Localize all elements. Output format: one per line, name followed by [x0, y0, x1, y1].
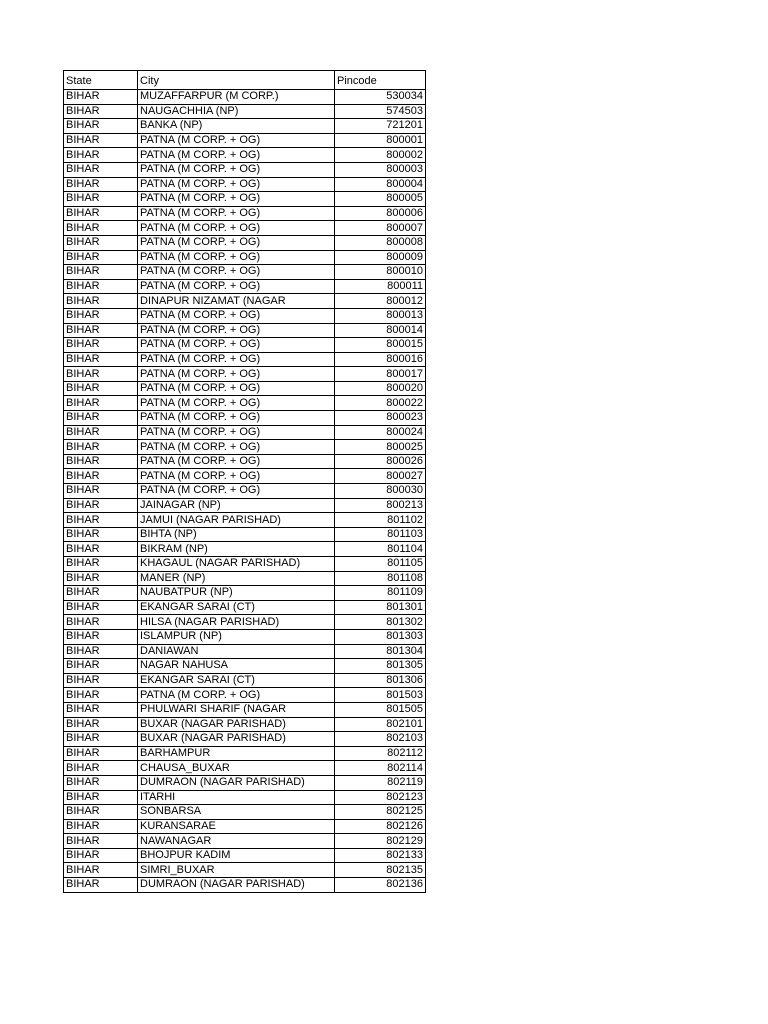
- cell-pincode: 802135: [335, 863, 426, 878]
- table-row: [64, 469, 426, 484]
- header-state: State: [64, 71, 138, 90]
- cell-state: BIHAR: [64, 177, 138, 192]
- cell-state: BIHAR: [64, 746, 138, 761]
- cell-pincode: 801304: [335, 644, 426, 659]
- cell-pincode: 801109: [335, 586, 426, 601]
- cell-pincode: 800024: [335, 425, 426, 440]
- table-row: [64, 498, 426, 513]
- cell-pincode: 800020: [335, 381, 426, 396]
- cell-state: BIHAR: [64, 338, 138, 353]
- cell-state: BIHAR: [64, 323, 138, 338]
- cell-state: BIHAR: [64, 819, 138, 834]
- table-row: [64, 162, 426, 177]
- cell-state: BIHAR: [64, 133, 138, 148]
- cell-city: PATNA (M CORP. + OG): [138, 177, 335, 192]
- cell-pincode: 801301: [335, 600, 426, 615]
- cell-state: BIHAR: [64, 615, 138, 630]
- table-row: [64, 221, 426, 236]
- cell-state: BIHAR: [64, 454, 138, 469]
- cell-pincode: 800023: [335, 411, 426, 426]
- table-row: [64, 629, 426, 644]
- table-row: [64, 761, 426, 776]
- cell-city: EKANGAR SARAI (CT): [138, 673, 335, 688]
- cell-pincode: 802129: [335, 834, 426, 849]
- cell-city: PATNA (M CORP. + OG): [138, 250, 335, 265]
- table-row: [64, 586, 426, 601]
- cell-pincode: 802114: [335, 761, 426, 776]
- cell-state: BIHAR: [64, 484, 138, 499]
- cell-city: BANKA (NP): [138, 119, 335, 134]
- cell-city: KURANSARAE: [138, 819, 335, 834]
- cell-pincode: 801305: [335, 659, 426, 674]
- cell-city: BIHTA (NP): [138, 527, 335, 542]
- cell-pincode: 801104: [335, 542, 426, 557]
- cell-pincode: 800002: [335, 148, 426, 163]
- table-row: [64, 484, 426, 499]
- table-row: [64, 775, 426, 790]
- table-row: [64, 878, 426, 893]
- cell-city: PATNA (M CORP. + OG): [138, 381, 335, 396]
- cell-city: BIKRAM (NP): [138, 542, 335, 557]
- cell-state: BIHAR: [64, 308, 138, 323]
- cell-state: BIHAR: [64, 250, 138, 265]
- cell-city: MUZAFFARPUR (M CORP.): [138, 90, 335, 105]
- cell-pincode: 801103: [335, 527, 426, 542]
- cell-state: BIHAR: [64, 90, 138, 105]
- header-pincode: Pincode: [335, 71, 426, 90]
- cell-city: PATNA (M CORP. + OG): [138, 221, 335, 236]
- table-row: [64, 381, 426, 396]
- cell-state: BIHAR: [64, 571, 138, 586]
- cell-pincode: 802136: [335, 878, 426, 893]
- cell-state: BIHAR: [64, 834, 138, 849]
- table-row: [64, 440, 426, 455]
- cell-pincode: 801303: [335, 629, 426, 644]
- cell-city: PATNA (M CORP. + OG): [138, 323, 335, 338]
- table-row: [64, 805, 426, 820]
- table-row: [64, 396, 426, 411]
- cell-pincode: 800017: [335, 367, 426, 382]
- cell-state: BIHAR: [64, 206, 138, 221]
- cell-pincode: 800025: [335, 440, 426, 455]
- cell-state: BIHAR: [64, 775, 138, 790]
- table-row: [64, 863, 426, 878]
- cell-pincode: 800005: [335, 192, 426, 207]
- cell-city: PATNA (M CORP. + OG): [138, 411, 335, 426]
- cell-pincode: 801306: [335, 673, 426, 688]
- table-row: [64, 557, 426, 572]
- cell-state: BIHAR: [64, 104, 138, 119]
- table-row: [64, 104, 426, 119]
- cell-state: BIHAR: [64, 673, 138, 688]
- cell-state: BIHAR: [64, 761, 138, 776]
- cell-pincode: 800030: [335, 484, 426, 499]
- cell-pincode: 800008: [335, 235, 426, 250]
- table-row: [64, 250, 426, 265]
- cell-city: MANER (NP): [138, 571, 335, 586]
- cell-pincode: 801503: [335, 688, 426, 703]
- cell-city: PATNA (M CORP. + OG): [138, 469, 335, 484]
- table-row: [64, 265, 426, 280]
- cell-pincode: 802112: [335, 746, 426, 761]
- cell-city: PATNA (M CORP. + OG): [138, 235, 335, 250]
- table-row: [64, 367, 426, 382]
- cell-state: BIHAR: [64, 586, 138, 601]
- cell-state: BIHAR: [64, 148, 138, 163]
- table-row: [64, 119, 426, 134]
- table-row: [64, 235, 426, 250]
- cell-state: BIHAR: [64, 367, 138, 382]
- cell-state: BIHAR: [64, 352, 138, 367]
- cell-pincode: 802103: [335, 732, 426, 747]
- cell-city: NAGAR NAHUSA: [138, 659, 335, 674]
- cell-pincode: 800013: [335, 308, 426, 323]
- cell-pincode: 800003: [335, 162, 426, 177]
- cell-state: BIHAR: [64, 265, 138, 280]
- table-row: [64, 819, 426, 834]
- cell-pincode: 800012: [335, 294, 426, 309]
- cell-state: BIHAR: [64, 513, 138, 528]
- cell-state: BIHAR: [64, 732, 138, 747]
- cell-state: BIHAR: [64, 119, 138, 134]
- cell-state: BIHAR: [64, 294, 138, 309]
- cell-pincode: 801302: [335, 615, 426, 630]
- table-row: [64, 790, 426, 805]
- cell-city: JAINAGAR (NP): [138, 498, 335, 513]
- cell-pincode: 800026: [335, 454, 426, 469]
- table-row: [64, 177, 426, 192]
- cell-state: BIHAR: [64, 717, 138, 732]
- table-row: [64, 717, 426, 732]
- cell-state: BIHAR: [64, 381, 138, 396]
- cell-city: PATNA (M CORP. + OG): [138, 367, 335, 382]
- cell-state: BIHAR: [64, 235, 138, 250]
- cell-pincode: 801505: [335, 702, 426, 717]
- cell-city: PATNA (M CORP. + OG): [138, 484, 335, 499]
- table-row: [64, 425, 426, 440]
- cell-state: BIHAR: [64, 396, 138, 411]
- table-row: [64, 338, 426, 353]
- cell-city: PATNA (M CORP. + OG): [138, 308, 335, 323]
- table-row: [64, 732, 426, 747]
- cell-pincode: 802125: [335, 805, 426, 820]
- table-row: [64, 673, 426, 688]
- cell-city: PATNA (M CORP. + OG): [138, 148, 335, 163]
- cell-state: BIHAR: [64, 790, 138, 805]
- table-row: [64, 90, 426, 105]
- cell-state: BIHAR: [64, 629, 138, 644]
- table-row: [64, 527, 426, 542]
- cell-city: PATNA (M CORP. + OG): [138, 338, 335, 353]
- cell-city: PATNA (M CORP. + OG): [138, 688, 335, 703]
- cell-city: PATNA (M CORP. + OG): [138, 440, 335, 455]
- cell-city: PHULWARI SHARIF (NAGAR: [138, 702, 335, 717]
- table-row: [64, 279, 426, 294]
- cell-state: BIHAR: [64, 557, 138, 572]
- cell-city: PATNA (M CORP. + OG): [138, 206, 335, 221]
- cell-city: PATNA (M CORP. + OG): [138, 279, 335, 294]
- cell-pincode: 801102: [335, 513, 426, 528]
- cell-city: ITARHI: [138, 790, 335, 805]
- cell-state: BIHAR: [64, 498, 138, 513]
- cell-pincode: 800001: [335, 133, 426, 148]
- cell-state: BIHAR: [64, 440, 138, 455]
- table-row: [64, 308, 426, 323]
- cell-state: BIHAR: [64, 848, 138, 863]
- cell-city: NAWANAGAR: [138, 834, 335, 849]
- cell-pincode: 802119: [335, 775, 426, 790]
- cell-city: DUMRAON (NAGAR PARISHAD): [138, 775, 335, 790]
- cell-city: PATNA (M CORP. + OG): [138, 352, 335, 367]
- cell-state: BIHAR: [64, 702, 138, 717]
- cell-pincode: 800007: [335, 221, 426, 236]
- cell-city: HILSA (NAGAR PARISHAD): [138, 615, 335, 630]
- table-row: [64, 834, 426, 849]
- cell-pincode: 801108: [335, 571, 426, 586]
- cell-city: DUMRAON (NAGAR PARISHAD): [138, 878, 335, 893]
- cell-city: PATNA (M CORP. + OG): [138, 425, 335, 440]
- cell-pincode: 800009: [335, 250, 426, 265]
- cell-city: PATNA (M CORP. + OG): [138, 454, 335, 469]
- cell-pincode: 800016: [335, 352, 426, 367]
- cell-city: CHAUSA_BUXAR: [138, 761, 335, 776]
- table-row: [64, 294, 426, 309]
- cell-city: PATNA (M CORP. + OG): [138, 192, 335, 207]
- cell-city: DANIAWAN: [138, 644, 335, 659]
- cell-pincode: 800022: [335, 396, 426, 411]
- table-row: [64, 206, 426, 221]
- cell-city: KHAGAUL (NAGAR PARISHAD): [138, 557, 335, 572]
- table-row: [64, 615, 426, 630]
- cell-state: BIHAR: [64, 425, 138, 440]
- cell-city: BHOJPUR KADIM: [138, 848, 335, 863]
- cell-city: BUXAR (NAGAR PARISHAD): [138, 732, 335, 747]
- cell-pincode: 800014: [335, 323, 426, 338]
- cell-city: NAUBATPUR (NP): [138, 586, 335, 601]
- cell-city: PATNA (M CORP. + OG): [138, 133, 335, 148]
- cell-city: PATNA (M CORP. + OG): [138, 162, 335, 177]
- table-row: [64, 352, 426, 367]
- cell-state: BIHAR: [64, 600, 138, 615]
- cell-pincode: 802101: [335, 717, 426, 732]
- cell-pincode: 721201: [335, 119, 426, 134]
- table-row: [64, 542, 426, 557]
- table-body: [64, 90, 426, 893]
- cell-pincode: 800213: [335, 498, 426, 513]
- cell-city: DINAPUR NIZAMAT (NAGAR: [138, 294, 335, 309]
- table-row: [64, 411, 426, 426]
- cell-pincode: 800015: [335, 338, 426, 353]
- cell-pincode: 802126: [335, 819, 426, 834]
- cell-state: BIHAR: [64, 878, 138, 893]
- cell-state: BIHAR: [64, 411, 138, 426]
- cell-city: SONBARSA: [138, 805, 335, 820]
- table-header: [64, 71, 426, 90]
- cell-city: SIMRI_BUXAR: [138, 863, 335, 878]
- table-row: [64, 454, 426, 469]
- table-row: [64, 133, 426, 148]
- table-row: [64, 600, 426, 615]
- table-row: [64, 644, 426, 659]
- cell-pincode: 800011: [335, 279, 426, 294]
- cell-pincode: 802133: [335, 848, 426, 863]
- table-row: [64, 702, 426, 717]
- table-row: [64, 688, 426, 703]
- cell-city: PATNA (M CORP. + OG): [138, 396, 335, 411]
- cell-state: BIHAR: [64, 659, 138, 674]
- cell-city: BUXAR (NAGAR PARISHAD): [138, 717, 335, 732]
- table-row: [64, 848, 426, 863]
- cell-state: BIHAR: [64, 644, 138, 659]
- cell-state: BIHAR: [64, 221, 138, 236]
- cell-pincode: 800010: [335, 265, 426, 280]
- table-row: [64, 323, 426, 338]
- cell-city: EKANGAR SARAI (CT): [138, 600, 335, 615]
- cell-state: BIHAR: [64, 527, 138, 542]
- cell-city: BARHAMPUR: [138, 746, 335, 761]
- cell-city: ISLAMPUR (NP): [138, 629, 335, 644]
- table-row: [64, 746, 426, 761]
- cell-state: BIHAR: [64, 688, 138, 703]
- cell-pincode: 800027: [335, 469, 426, 484]
- table-row: [64, 659, 426, 674]
- cell-state: BIHAR: [64, 279, 138, 294]
- table-row: [64, 513, 426, 528]
- cell-city: PATNA (M CORP. + OG): [138, 265, 335, 280]
- cell-pincode: 530034: [335, 90, 426, 105]
- cell-pincode: 801105: [335, 557, 426, 572]
- cell-state: BIHAR: [64, 162, 138, 177]
- header-row: [64, 71, 426, 90]
- cell-city: NAUGACHHIA (NP): [138, 104, 335, 119]
- cell-state: BIHAR: [64, 805, 138, 820]
- table-row: [64, 148, 426, 163]
- cell-state: BIHAR: [64, 469, 138, 484]
- cell-pincode: 802123: [335, 790, 426, 805]
- pincode-table: [63, 70, 426, 893]
- cell-state: BIHAR: [64, 542, 138, 557]
- table-row: [64, 192, 426, 207]
- cell-pincode: 800006: [335, 206, 426, 221]
- table-row: [64, 571, 426, 586]
- cell-state: BIHAR: [64, 192, 138, 207]
- cell-pincode: 574503: [335, 104, 426, 119]
- cell-city: JAMUI (NAGAR PARISHAD): [138, 513, 335, 528]
- header-city: City: [138, 71, 335, 90]
- cell-state: BIHAR: [64, 863, 138, 878]
- cell-pincode: 800004: [335, 177, 426, 192]
